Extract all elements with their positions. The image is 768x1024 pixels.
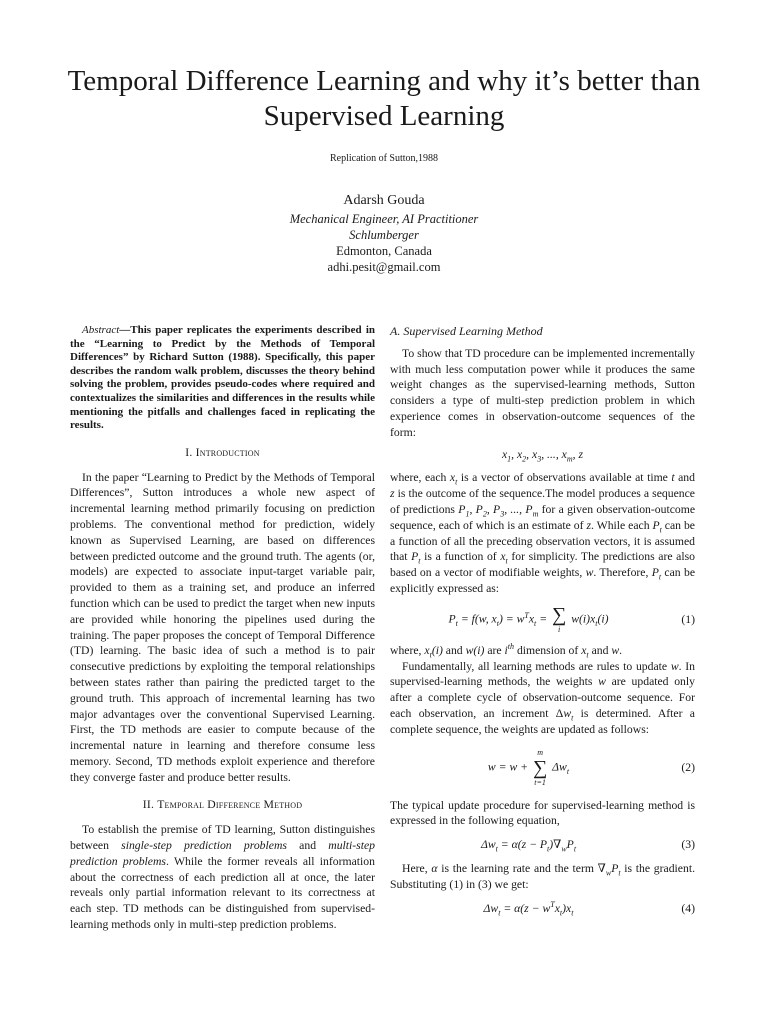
equation-4: $\Delta w_t = \alpha(z - w^Tx_t)x_t$ (4) xyxy=(483,899,695,917)
equation-3: $\Delta w_t = \alpha(z - P_t)\nabla_wP_t$ (3) xyxy=(480,838,695,854)
equation-number-1: (1) xyxy=(681,612,695,626)
fundamental-paragraph: Fundamentally, all learning methods are rules to update w. In supervised-learning methods, the weights w are updated only after a complete cycle of observation-outcome sequence. For each observation, an increment $\Delta w_t$ is determined. After a complete sequence, the weights are updated as follows: xyxy=(390,659,695,736)
author-location: Edmonton, Canada xyxy=(336,244,432,258)
sequence-expression: $x_1$, $x_2$, $x_3$, ..., $x_m$, z xyxy=(501,447,584,463)
equation-number-2: (2) xyxy=(681,760,695,774)
equation-number-4: (4) xyxy=(681,901,695,915)
subsection-heading-supervised: A. Supervised Learning Method xyxy=(390,324,543,338)
equation-2: w = w + m ∑ t=1 $\Delta w_t$ (2) xyxy=(487,747,695,787)
equation-1: $P_t = f(w$, $x_t) = w^Tx_t$ = ∑ i $w(i)x_t(i)$ (1) xyxy=(448,603,695,634)
paper-title: Temporal Difference Learning and why it’s better than Supervised Learning xyxy=(67,65,701,132)
where-paragraph: where, $x_t(i)$ and w(i) are $i^{th}$ dimension of $x_t$ and w. xyxy=(390,641,623,660)
abstract-label: Abstract xyxy=(82,324,120,336)
equation-number-3: (3) xyxy=(681,838,695,852)
author-name: Adarsh Gouda xyxy=(343,193,425,208)
abstract-text: —This paper replicates the experiments described in the “Learning to Predict by the Methods of Temporal Differences” by Richard Sutton (1988). Specifically, this paper describes the random walk problem, discusses the theory behind solving the problem, provides pseudo-codes where required and contextualizes the similarities and differences in the results while mentioning the pitfalls and challenges faced in replicating the results. xyxy=(70,324,375,432)
section-heading-introduction: I. Introduction xyxy=(185,445,260,459)
author-org: Schlumberger xyxy=(349,228,419,242)
typical-update-paragraph: The typical update procedure for supervised-learning method is expressed in the following equation, xyxy=(390,798,695,828)
author-email: adhi.pesit@gmail.com xyxy=(327,260,441,274)
paper-subtitle: Replication of Sutton,1988 xyxy=(329,153,439,164)
supervised-paragraph-1: To show that TD procedure can be implemented incrementally with much less computation power while it produces the same weight changes as the supervised-learning methods, Sutton considers a type of multi-step prediction problem in which experience comes in observation-outcome sequences of the form: xyxy=(390,346,695,439)
supervised-paragraph-2: where, each $x_t$ is a vector of observations available at time t and z is the outcome of the sequence.The model produces a sequence of predictions $P_1$, $P_2$, $P_3$, ..., $P_m$ for a given observation-outcome sequence, each of which is an estimate of z. While each $P_t$ can be a function of all the preceding observation vectors, it is assumed that $P_t$ is a function of $x_t$ for simplicity. The predictions are also based on a vector of modifiable weights, w. Therefore, $P_t$ can be explicitly expressed as: xyxy=(390,471,696,595)
td-paragraph: To establish the premise of TD learning, Sutton distinguishes between single-step prediction problems and multi-step prediction problems. While the former reveals all information about the correctness of each prediction all at once, the later reveals only partial information relevant to its correctness at each step. TD methods can be distinguished from supervised-learning methods only in multi-step prediction problems. xyxy=(70,823,376,932)
author-block xyxy=(0,191,768,275)
abstract xyxy=(70,324,375,433)
intro-paragraph: In the paper “Learning to Predict by the Methods of Temporal Differences”, Sutton introduces a whole new aspect of incremental learning method primarily focusing on prediction problems. The conventional method for prediction, widely known as Supervised Learning, are based on differences between predicted outcome and the ground truth. The agents (or, models) are expected to associate input-target variable pair, provided to them as a training set, and produce an inferred function which can be used to predict the target when new inputs are provided while honoring the pipelines used during the training. The paper proposes the concept of Temporal Difference (TD) learning. The basic idea of such a method is to pair consecutive predictions by exploiting the temporal relationships between states rather than pairing the predicted target to the ground truth. This approach of incremental learning has two major advantages over the conventional Supervised Learning. First, the TD methods are easier to compute because of the incremental nature in learning and therefore consume less memory. Second, TD methods exploit experience and therefore they converge faster and produce better results. xyxy=(70,470,375,784)
right-column xyxy=(390,324,695,924)
learning-rate-paragraph: Here, α is the learning rate and the term $\nabla_wP_t$ is the gradient. Substituting (1) in (3) we get: xyxy=(390,861,695,891)
left-column xyxy=(70,324,375,933)
author-role: Mechanical Engineer, AI Practitioner xyxy=(289,212,479,226)
section-heading-td-method: II. Temporal Difference Method xyxy=(142,798,303,812)
